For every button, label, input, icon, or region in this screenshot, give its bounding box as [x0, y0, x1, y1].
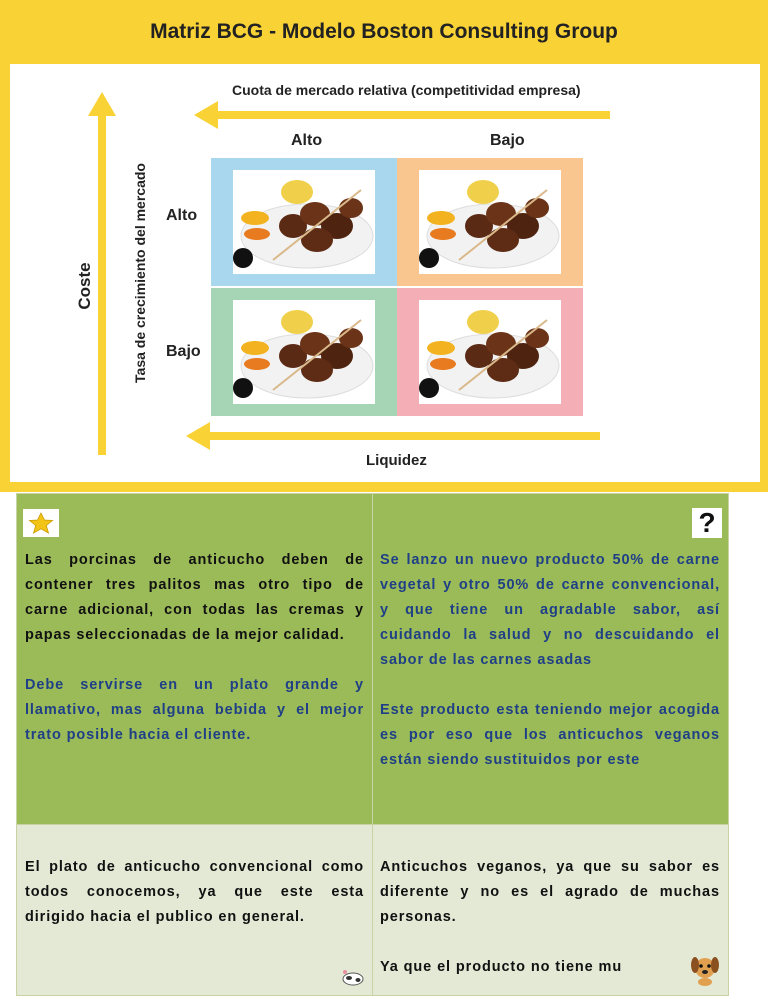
question-text-1: Se lanzo un nuevo producto 50% de carne vegetal y otro 50% de carne convencional, y que tiene un agradable sabor, así cuidando la salud y no descuidando el sabor de las carnes asadas [380, 552, 720, 668]
axis-label-cost: Coste [75, 262, 94, 310]
bottom-arrow-head [186, 422, 210, 450]
cell-question [373, 494, 729, 825]
star-text-2: Debe servirse en un plato grande y llamativo, mas alguna bebida y el mejor trato posible hacia el cliente. [25, 677, 364, 743]
bcg-description-table [16, 493, 729, 996]
quadrant-low-low [397, 288, 583, 416]
axis-label-liquidity: Liquidez [366, 452, 427, 469]
dog-text-1: Anticuchos veganos, ya que su sabor es diferente y no es el agrado de muchas personas. [380, 859, 720, 925]
question-mark-icon: ? [692, 508, 722, 538]
bottom-arrow-shaft [206, 432, 600, 440]
anticucho-plate-image [233, 300, 375, 404]
quadrant-low-high [397, 158, 583, 286]
star-text-1: Las porcinas de anticucho deben de contener tres palitos mas otro tipo de carne adicional, con todas las cremas y papas seleccionadas de la mejor calidad. [25, 552, 364, 643]
cell-dog [373, 825, 729, 996]
top-arrow-shaft [214, 111, 610, 119]
star-icon [23, 509, 59, 537]
page-title: Matriz BCG - Modelo Boston Consulting Group [150, 20, 618, 43]
table-row [17, 494, 729, 825]
anticucho-plate-image [419, 170, 561, 274]
left-arrow-head [88, 92, 116, 116]
row-label-high: Alto [166, 207, 198, 224]
anticucho-plate-image [233, 170, 375, 274]
anticucho-plate-image [419, 300, 561, 404]
left-arrow-shaft [98, 112, 106, 455]
quadrant-high-low [211, 288, 397, 416]
quadrant-high-high [211, 158, 397, 286]
cow-text-1: El plato de anticucho convencional como todos conocemos, ya que este esta dirigido hacia el publico en general. [25, 859, 364, 925]
axis-label-market-share: Cuota de mercado relativa (competitividad empresa) [232, 82, 581, 98]
top-arrow-head [194, 101, 218, 129]
dog-text-2: Ya que el producto no tiene mu [380, 959, 623, 975]
cell-cow [17, 825, 373, 996]
cow-icon [340, 968, 366, 986]
row-label-low: Bajo [166, 343, 201, 360]
cell-star [17, 494, 373, 825]
question-text-2: Este producto esta teniendo mejor acogida es por eso que los anticuchos veganos están siendo sustituidos por este [380, 702, 720, 768]
column-label-high: Alto [291, 132, 323, 149]
axis-label-growth-rate: Tasa de crecimiento del mercado [132, 163, 148, 383]
dog-icon [688, 952, 722, 986]
column-label-low: Bajo [490, 132, 525, 149]
table-row [17, 825, 729, 996]
